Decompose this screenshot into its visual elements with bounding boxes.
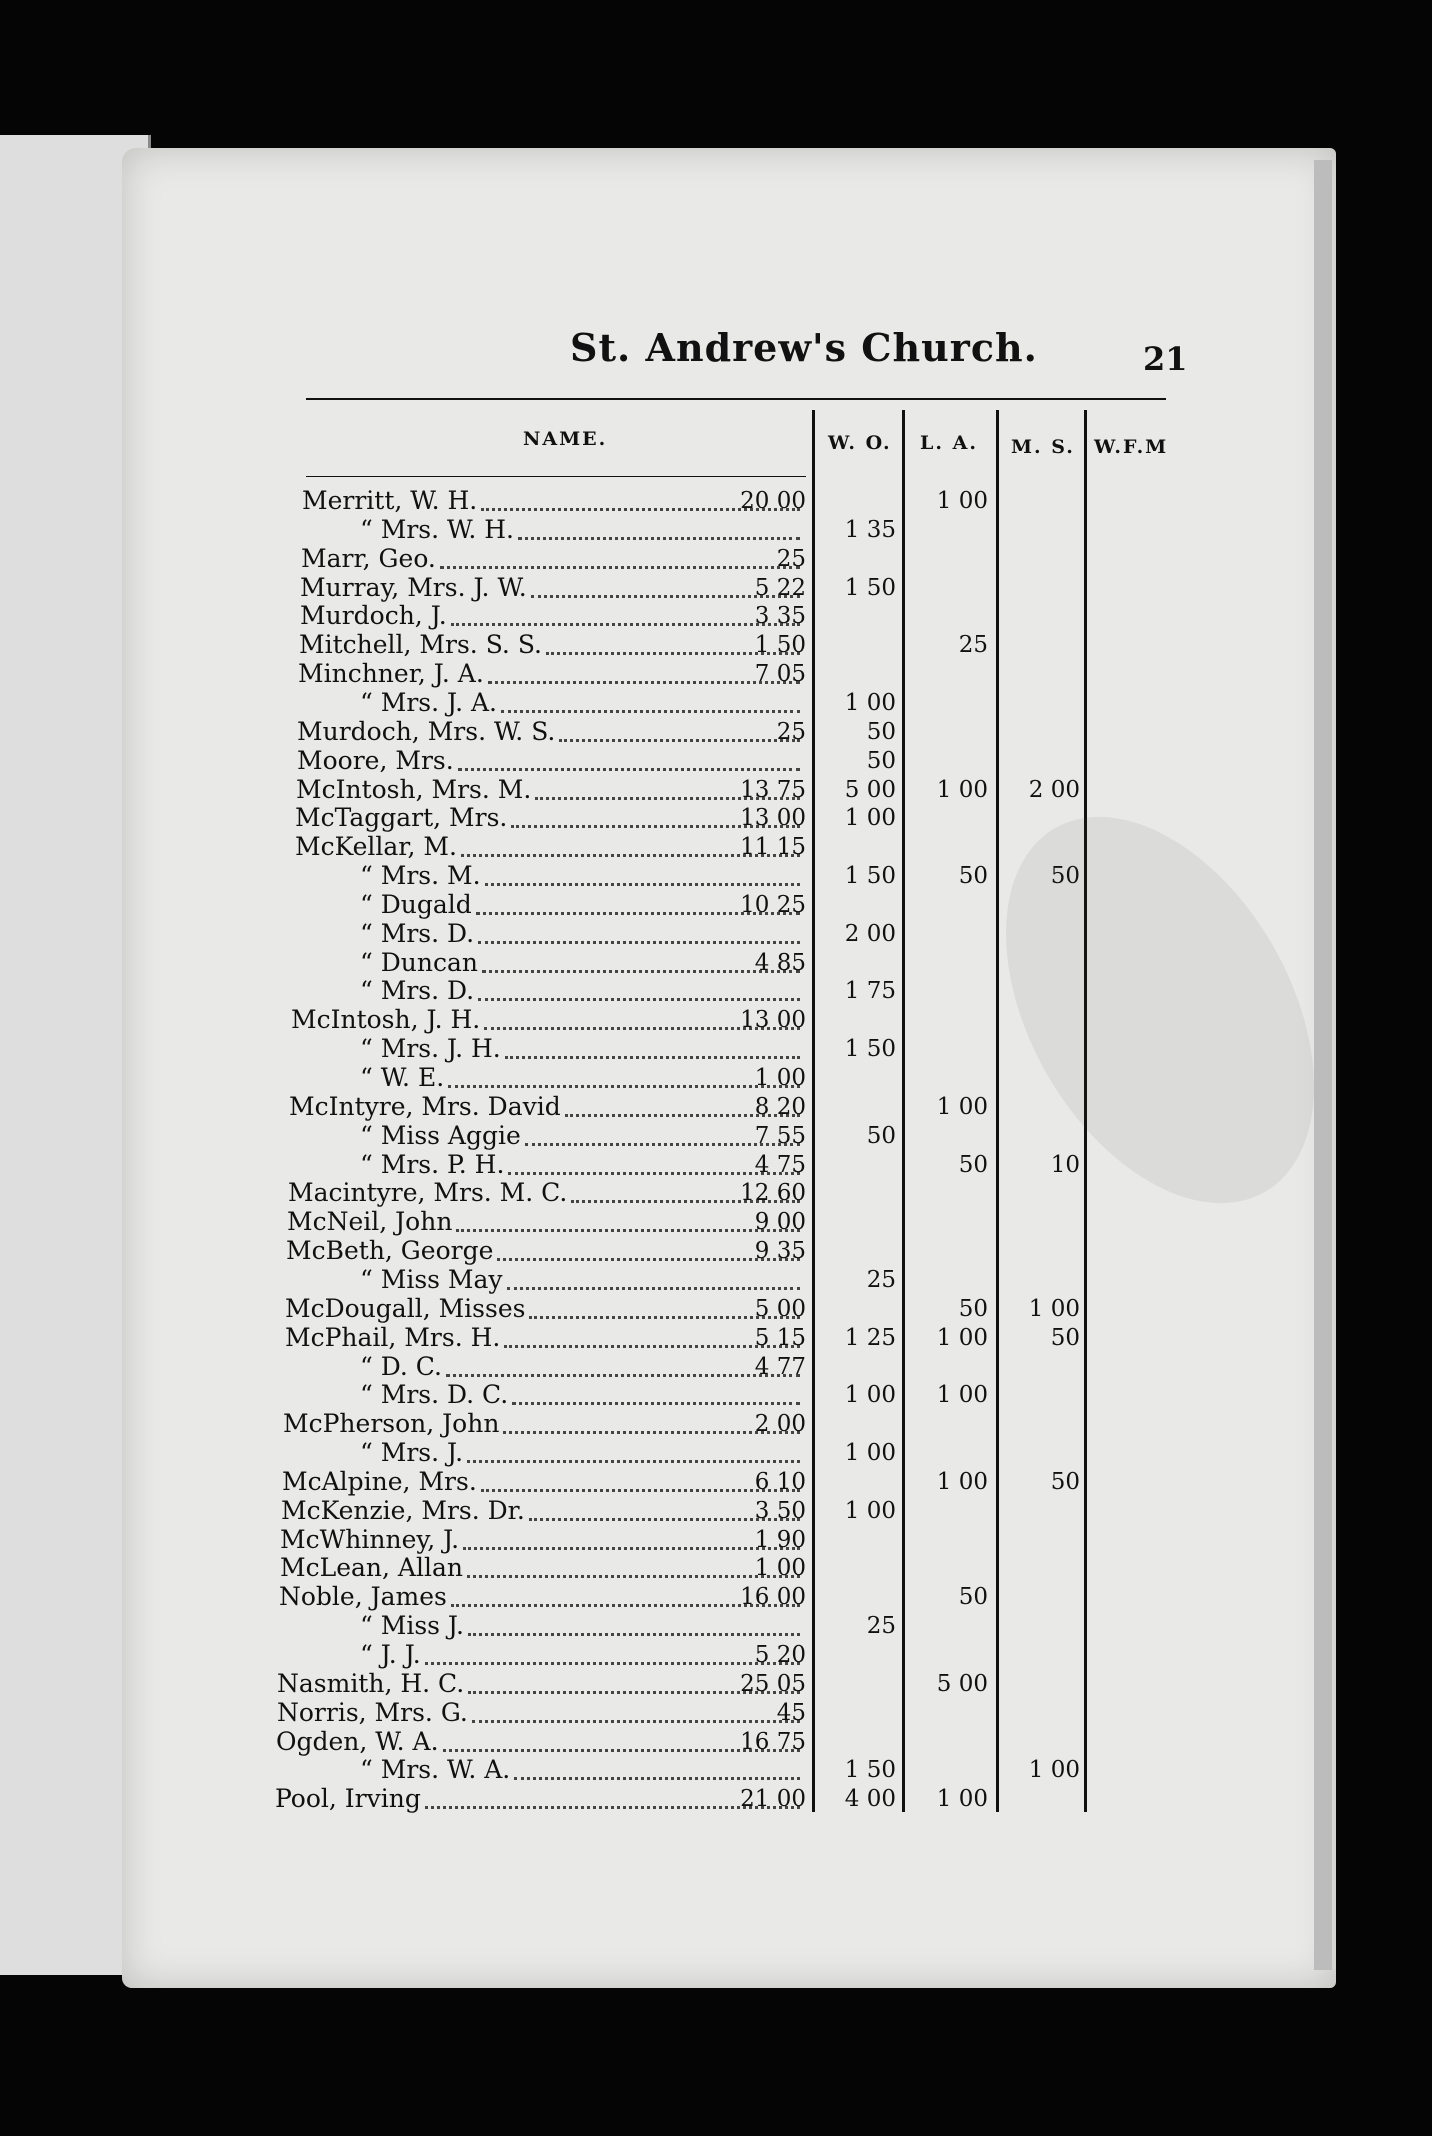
cell-wo: 13 00 bbox=[740, 1007, 806, 1034]
table-row bbox=[0, 1352, 1432, 1380]
row-name: McBeth, George bbox=[286, 1236, 494, 1266]
cell-wo: 1 50 bbox=[754, 632, 806, 659]
dot-leader bbox=[514, 1777, 800, 1780]
table-row bbox=[0, 1755, 1432, 1783]
cell-wo: 8 20 bbox=[754, 1093, 806, 1120]
row-name: McIntosh, J. H. bbox=[291, 1005, 481, 1035]
dot-leader bbox=[478, 941, 800, 944]
table-row bbox=[0, 486, 1432, 514]
table-row bbox=[0, 1784, 1432, 1812]
cell-ms: 1 00 bbox=[936, 1468, 988, 1495]
cell-wo: 7 05 bbox=[754, 661, 806, 688]
table-row bbox=[0, 1611, 1432, 1639]
cell-wo: 45 bbox=[776, 1699, 806, 1726]
header-top-rule bbox=[306, 398, 1166, 400]
cell-wo: 11 15 bbox=[740, 834, 806, 861]
row-name: Macintyre, Mrs. M. C. bbox=[288, 1178, 568, 1208]
cell-la: 1 35 bbox=[844, 516, 896, 543]
cell-ms: 1 00 bbox=[936, 1324, 988, 1351]
cell-wfm: 1 00 bbox=[1028, 1757, 1080, 1784]
dot-leader bbox=[505, 1056, 800, 1059]
dot-leader bbox=[478, 998, 800, 1001]
table-row bbox=[0, 1236, 1432, 1264]
table-row bbox=[0, 688, 1432, 716]
table-row bbox=[0, 775, 1432, 803]
row-name: Ogden, W. A. bbox=[276, 1726, 439, 1756]
dot-leader bbox=[446, 1374, 800, 1377]
cell-wo: 25 bbox=[776, 718, 806, 745]
dot-leader bbox=[481, 1489, 800, 1492]
table-row bbox=[0, 573, 1432, 601]
cell-ms: 1 00 bbox=[936, 1093, 988, 1120]
dot-leader bbox=[518, 537, 800, 540]
row-name: McNeil, John bbox=[287, 1207, 453, 1237]
cell-wo: 5 20 bbox=[754, 1642, 806, 1668]
cell-wo: 9 00 bbox=[754, 1209, 806, 1236]
cell-ms: 1 00 bbox=[936, 776, 988, 803]
row-name: “ W. E. bbox=[360, 1063, 445, 1092]
table-row bbox=[0, 515, 1432, 543]
row-name: McKellar, M. bbox=[295, 832, 457, 862]
dot-leader bbox=[501, 710, 800, 713]
row-name: “ Mrs. D. bbox=[360, 918, 475, 948]
table-row bbox=[0, 1669, 1432, 1697]
row-name: McIntyre, Mrs. David bbox=[289, 1091, 561, 1121]
cell-la: 2 00 bbox=[844, 920, 896, 947]
row-name: Pool, Irving bbox=[275, 1784, 421, 1814]
row-name: “ Mrs. W. H. bbox=[360, 514, 514, 544]
cell-wo: 6 10 bbox=[754, 1468, 806, 1495]
table-row bbox=[0, 1438, 1432, 1466]
row-name: McAlpine, Mrs. bbox=[282, 1466, 477, 1496]
cell-ms: 1 00 bbox=[936, 488, 988, 514]
row-name: Murdoch, J. bbox=[300, 601, 447, 631]
row-name: Norris, Mrs. G. bbox=[277, 1697, 468, 1727]
cell-wfm: 50 bbox=[1050, 1324, 1080, 1351]
table-row bbox=[0, 659, 1432, 687]
cell-la: 1 75 bbox=[844, 978, 896, 1005]
cell-wo: 9 35 bbox=[754, 1238, 806, 1265]
row-name: Merritt, W. H. bbox=[302, 486, 478, 515]
cell-ms: 5 00 bbox=[936, 1670, 988, 1697]
table-row bbox=[0, 1553, 1432, 1581]
dot-leader bbox=[467, 1575, 800, 1578]
page-number: 21 bbox=[1143, 340, 1188, 378]
cell-la: 25 bbox=[866, 1266, 896, 1293]
cell-wfm: 10 bbox=[1050, 1151, 1080, 1178]
cell-la: 1 00 bbox=[844, 1497, 896, 1524]
table-row bbox=[0, 1265, 1432, 1293]
cell-wo: 16 75 bbox=[740, 1728, 806, 1755]
table-row bbox=[0, 544, 1432, 572]
cell-wo: 13 75 bbox=[740, 776, 806, 803]
row-name: “ D. C. bbox=[360, 1351, 442, 1381]
row-name: Mitchell, Mrs. S. S. bbox=[299, 630, 543, 660]
cell-ms: 1 00 bbox=[936, 1382, 988, 1409]
table-row bbox=[0, 601, 1432, 629]
row-name: “ Mrs. D. C. bbox=[360, 1380, 509, 1410]
cell-la: 1 50 bbox=[844, 1036, 896, 1063]
dot-leader bbox=[488, 681, 800, 684]
cell-la: 1 50 bbox=[844, 863, 896, 890]
table-row bbox=[0, 717, 1432, 745]
cell-la: 50 bbox=[866, 1122, 896, 1149]
table-row bbox=[0, 746, 1432, 774]
cell-wo: 5 15 bbox=[754, 1324, 806, 1351]
table-row bbox=[0, 1409, 1432, 1437]
cell-wo: 16 00 bbox=[740, 1584, 806, 1611]
col-header-la: L. A. bbox=[920, 432, 978, 454]
cell-la: 1 25 bbox=[844, 1324, 896, 1351]
row-name: “ J. J. bbox=[360, 1640, 421, 1669]
cell-wo: 13 00 bbox=[740, 805, 806, 832]
dot-leader bbox=[456, 1229, 800, 1232]
table-row bbox=[0, 1207, 1432, 1235]
dot-leader bbox=[448, 1085, 800, 1088]
row-name: McIntosh, Mrs. M. bbox=[296, 774, 532, 804]
row-name: “ Mrs. P. H. bbox=[360, 1149, 505, 1179]
cell-la: 25 bbox=[866, 1613, 896, 1640]
cell-la: 1 00 bbox=[844, 1440, 896, 1467]
row-name: “ Miss J. bbox=[360, 1611, 464, 1641]
cell-wo: 25 05 bbox=[740, 1670, 806, 1697]
dot-leader bbox=[425, 1662, 800, 1665]
row-name: “ Mrs. D. bbox=[360, 976, 475, 1006]
cell-wo: 4 85 bbox=[754, 949, 806, 976]
dot-leader bbox=[559, 739, 800, 742]
dot-leader bbox=[463, 1547, 800, 1550]
cell-ms: 50 bbox=[958, 1151, 988, 1178]
cell-la: 1 00 bbox=[844, 689, 896, 716]
cell-wo: 10 25 bbox=[740, 891, 806, 918]
table-row bbox=[0, 1582, 1432, 1610]
row-name: McPherson, John bbox=[283, 1409, 500, 1439]
cell-wo: 5 00 bbox=[754, 1295, 806, 1322]
cell-wo: 2 00 bbox=[754, 1411, 806, 1438]
cell-la: 50 bbox=[866, 747, 896, 774]
row-name: “ Mrs. J. A. bbox=[360, 687, 497, 717]
cell-wo: 21 00 bbox=[740, 1786, 806, 1813]
cell-wo: 5 22 bbox=[754, 574, 806, 601]
cell-wo: 4 75 bbox=[754, 1151, 806, 1178]
table-row bbox=[0, 1467, 1432, 1495]
table-row bbox=[0, 1496, 1432, 1524]
row-name: “ Miss Aggie bbox=[360, 1120, 521, 1150]
col-header-name: NAME. bbox=[523, 428, 608, 450]
cell-ms: 50 bbox=[958, 863, 988, 890]
cell-wfm: 50 bbox=[1050, 1468, 1080, 1495]
cell-la: 1 00 bbox=[844, 805, 896, 832]
cell-la: 5 00 bbox=[844, 776, 896, 803]
cell-wo: 3 35 bbox=[754, 603, 806, 630]
row-name: Marr, Geo. bbox=[301, 543, 436, 573]
row-name: Nasmith, H. C. bbox=[277, 1668, 465, 1698]
table-row bbox=[0, 1698, 1432, 1726]
table-row bbox=[0, 1380, 1432, 1408]
cell-ms: 25 bbox=[958, 632, 988, 659]
dot-leader bbox=[507, 1287, 800, 1290]
table-row bbox=[0, 1323, 1432, 1351]
row-name: McKenzie, Mrs. Dr. bbox=[281, 1495, 525, 1525]
dot-leader bbox=[472, 1720, 800, 1723]
col-header-wfm: W.F.M bbox=[1094, 436, 1169, 458]
row-name: “ Miss May bbox=[360, 1264, 503, 1294]
cell-la: 1 00 bbox=[844, 1382, 896, 1409]
col-header-ms: M. S. bbox=[1011, 436, 1075, 458]
cell-wo: 1 00 bbox=[754, 1065, 806, 1091]
col-header-wo: W. O. bbox=[828, 432, 892, 454]
table-row bbox=[0, 1727, 1432, 1755]
cell-wfm: 50 bbox=[1050, 863, 1080, 890]
row-name: McTaggart, Mrs. bbox=[295, 803, 508, 833]
row-name: McWhinney, J. bbox=[280, 1524, 460, 1554]
dot-leader bbox=[485, 883, 800, 886]
row-name: Murray, Mrs. J. W. bbox=[300, 572, 527, 602]
header-bottom-rule bbox=[306, 476, 806, 477]
row-name: “ Mrs. J. bbox=[360, 1438, 464, 1468]
cell-la: 1 50 bbox=[844, 1757, 896, 1784]
row-name: Murdoch, Mrs. W. S. bbox=[297, 716, 556, 746]
cell-wo: 1 00 bbox=[754, 1555, 806, 1582]
cell-wo: 25 bbox=[776, 545, 806, 572]
cell-wo: 12 60 bbox=[740, 1180, 806, 1207]
row-name: “ Duncan bbox=[360, 947, 478, 977]
cell-wo: 20 00 bbox=[740, 488, 806, 514]
cell-wo: 4 77 bbox=[754, 1353, 806, 1380]
page-title: St. Andrew's Church. bbox=[570, 325, 1038, 370]
row-name: Minchner, J. A. bbox=[298, 659, 484, 689]
cell-la: 50 bbox=[866, 718, 896, 745]
dot-leader bbox=[467, 1460, 800, 1463]
dot-leader bbox=[440, 566, 800, 569]
row-name: Moore, Mrs. bbox=[297, 745, 454, 775]
row-name: “ Mrs. M. bbox=[360, 861, 481, 891]
dot-leader bbox=[458, 768, 800, 771]
row-name: McDougall, Misses bbox=[285, 1293, 526, 1323]
table-row bbox=[0, 1525, 1432, 1553]
cell-ms: 1 00 bbox=[936, 1786, 988, 1813]
table-row bbox=[0, 1640, 1432, 1668]
table-row bbox=[0, 832, 1432, 860]
cell-wfm: 2 00 bbox=[1028, 776, 1080, 803]
row-name: McPhail, Mrs. H. bbox=[285, 1322, 501, 1352]
dot-leader bbox=[512, 1402, 800, 1405]
row-name: “ Dugald bbox=[360, 889, 472, 919]
cell-la: 1 50 bbox=[844, 574, 896, 601]
cell-wfm: 1 00 bbox=[1028, 1295, 1080, 1322]
table-row bbox=[0, 1294, 1432, 1322]
dot-leader bbox=[468, 1633, 800, 1636]
cell-wo: 3 50 bbox=[754, 1497, 806, 1524]
row-name: “ Mrs. W. A. bbox=[360, 1755, 511, 1785]
row-name: “ Mrs. J. H. bbox=[360, 1034, 501, 1064]
cell-ms: 50 bbox=[958, 1295, 988, 1322]
dot-leader bbox=[482, 970, 800, 973]
table-row bbox=[0, 630, 1432, 658]
cell-ms: 50 bbox=[958, 1584, 988, 1611]
row-name: McLean, Allan bbox=[280, 1553, 463, 1583]
cell-wo: 1 90 bbox=[754, 1526, 806, 1553]
table-row bbox=[0, 803, 1432, 831]
row-name: Noble, James bbox=[279, 1582, 447, 1612]
cell-wo: 7 55 bbox=[754, 1122, 806, 1149]
cell-la: 4 00 bbox=[844, 1786, 896, 1813]
dot-leader bbox=[451, 623, 800, 626]
